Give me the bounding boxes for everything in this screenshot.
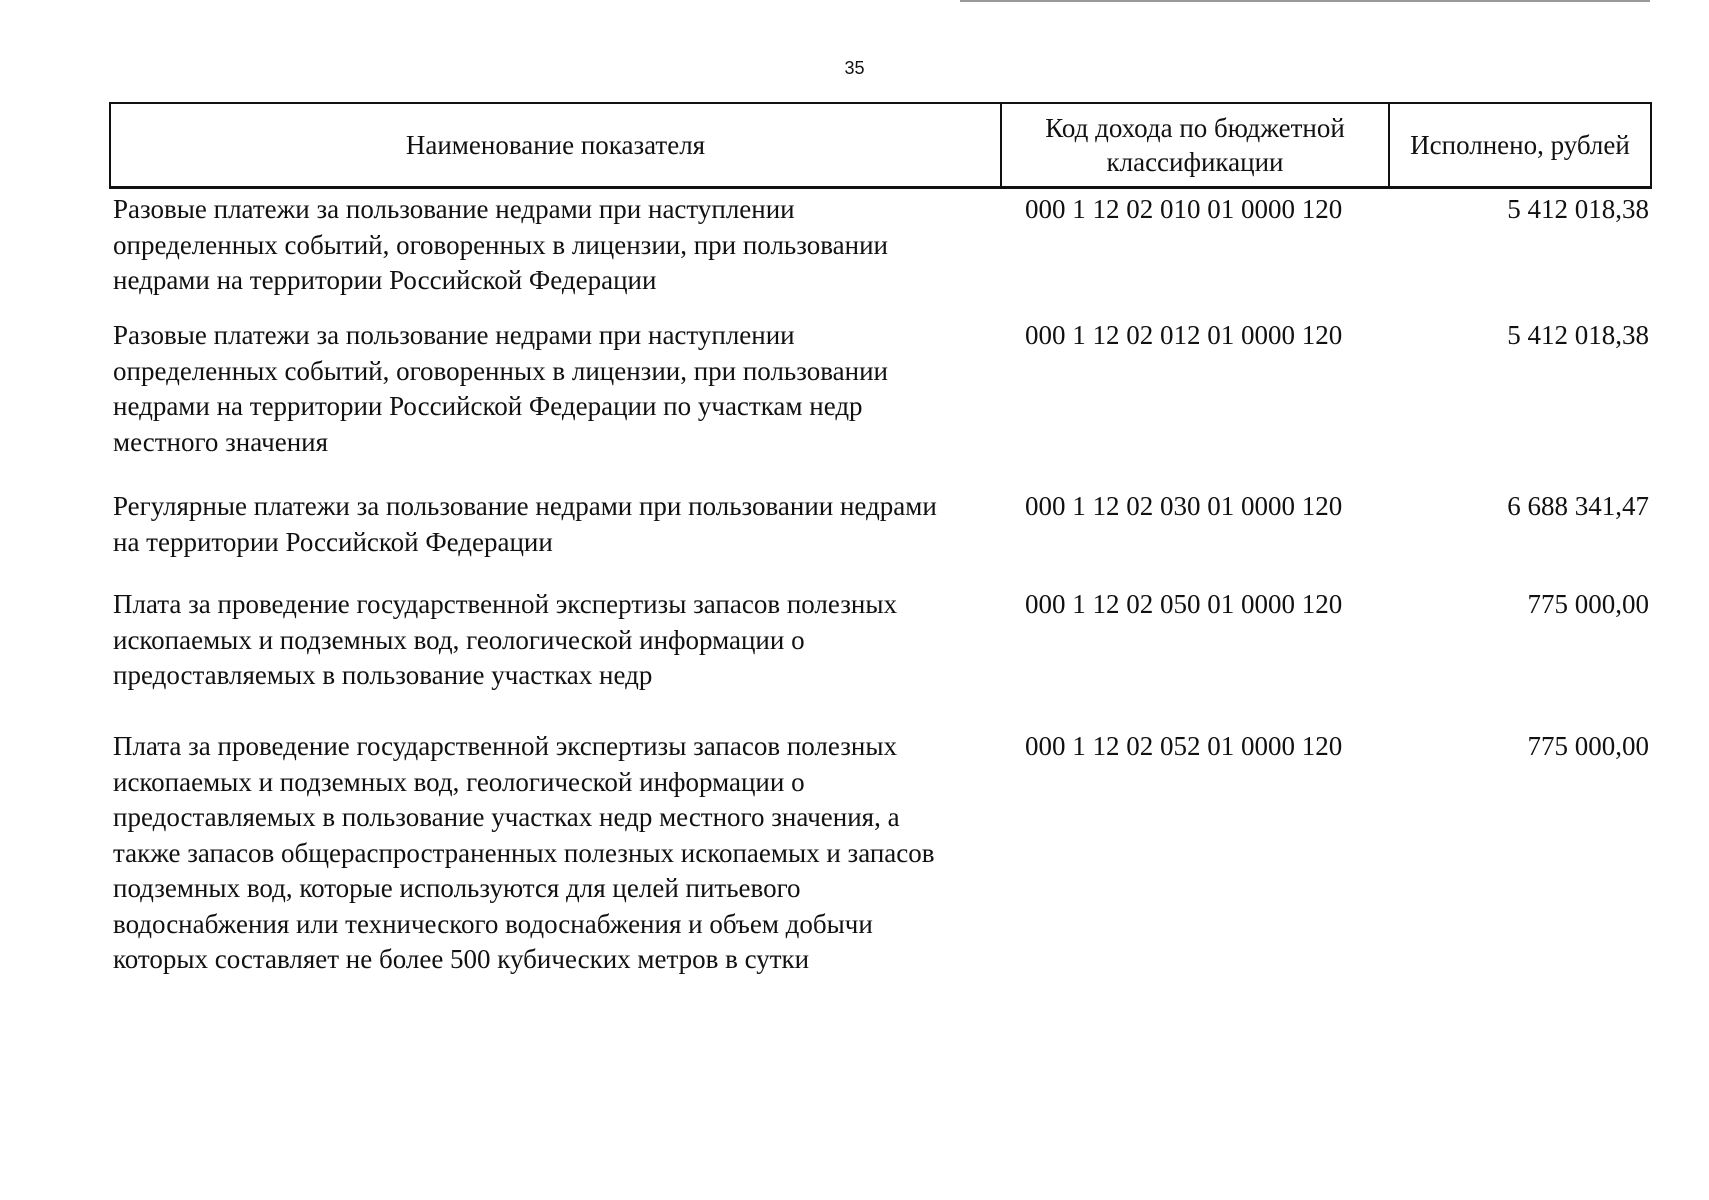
row-description: Регулярные платежи за пользование недрами при пользовании недрами на территории Российской Федерации — [113, 491, 937, 557]
row-description: Плата за проведение государственной экспертизы запасов полезных ископаемых и подземных вод, геологической информации о предоставляемых в пользование участках недр — [113, 589, 897, 690]
header-name-cell — [111, 104, 1000, 186]
header-code-label-line1: Код дохода по бюджетной — [1045, 113, 1345, 143]
row-code: 000 1 12 02 010 01 0000 120 — [1025, 194, 1343, 224]
page-number: 35 — [844, 58, 865, 78]
header-code-label-line2: классификации — [1106, 147, 1284, 177]
table-header — [109, 102, 1652, 189]
row-description: Разовые платежи за пользование недрами при наступлении определенных событий, оговоренных в лицензии, при пользовании недрами на территории Российской Федерации — [113, 194, 888, 295]
header-name-label: Наименование показателя — [405, 130, 706, 160]
row-description: Разовые платежи за пользование недрами при наступлении определенных событий, оговоренных в лицензии, при пользовании недрами на территории Российской Федерации по участкам недр местного значения — [113, 320, 888, 457]
row-code: 000 1 12 02 012 01 0000 120 — [1025, 320, 1343, 350]
row-amount: 5 412 018,38 — [1507, 194, 1649, 224]
scan-top-rule — [960, 0, 1650, 2]
row-amount: 775 000,00 — [1527, 731, 1649, 761]
row-code: 000 1 12 02 030 01 0000 120 — [1025, 491, 1343, 521]
row-description: Плата за проведение государственной экспертизы запасов полезных ископаемых и подземных вод, геологической информации о предоставляемых в пользование участках недр местного значения, а также запасов общераспространенных полезных ископаемых и запасов подземных вод, которые используются для целей питьевого водоснабжения или технического водоснабжения и объем добычи которых составляет не более 500 кубических метров в сутки — [113, 731, 935, 974]
row-amount: 775 000,00 — [1527, 589, 1649, 619]
header-amount-label: Исполнено, рублей — [1410, 130, 1630, 160]
row-amount: 5 412 018,38 — [1507, 320, 1649, 350]
row-amount: 6 688 341,47 — [1507, 491, 1649, 521]
row-code: 000 1 12 02 050 01 0000 120 — [1025, 589, 1343, 619]
header-amount-cell — [1388, 104, 1650, 186]
row-code: 000 1 12 02 052 01 0000 120 — [1025, 731, 1343, 761]
header-code-cell — [1000, 104, 1388, 186]
